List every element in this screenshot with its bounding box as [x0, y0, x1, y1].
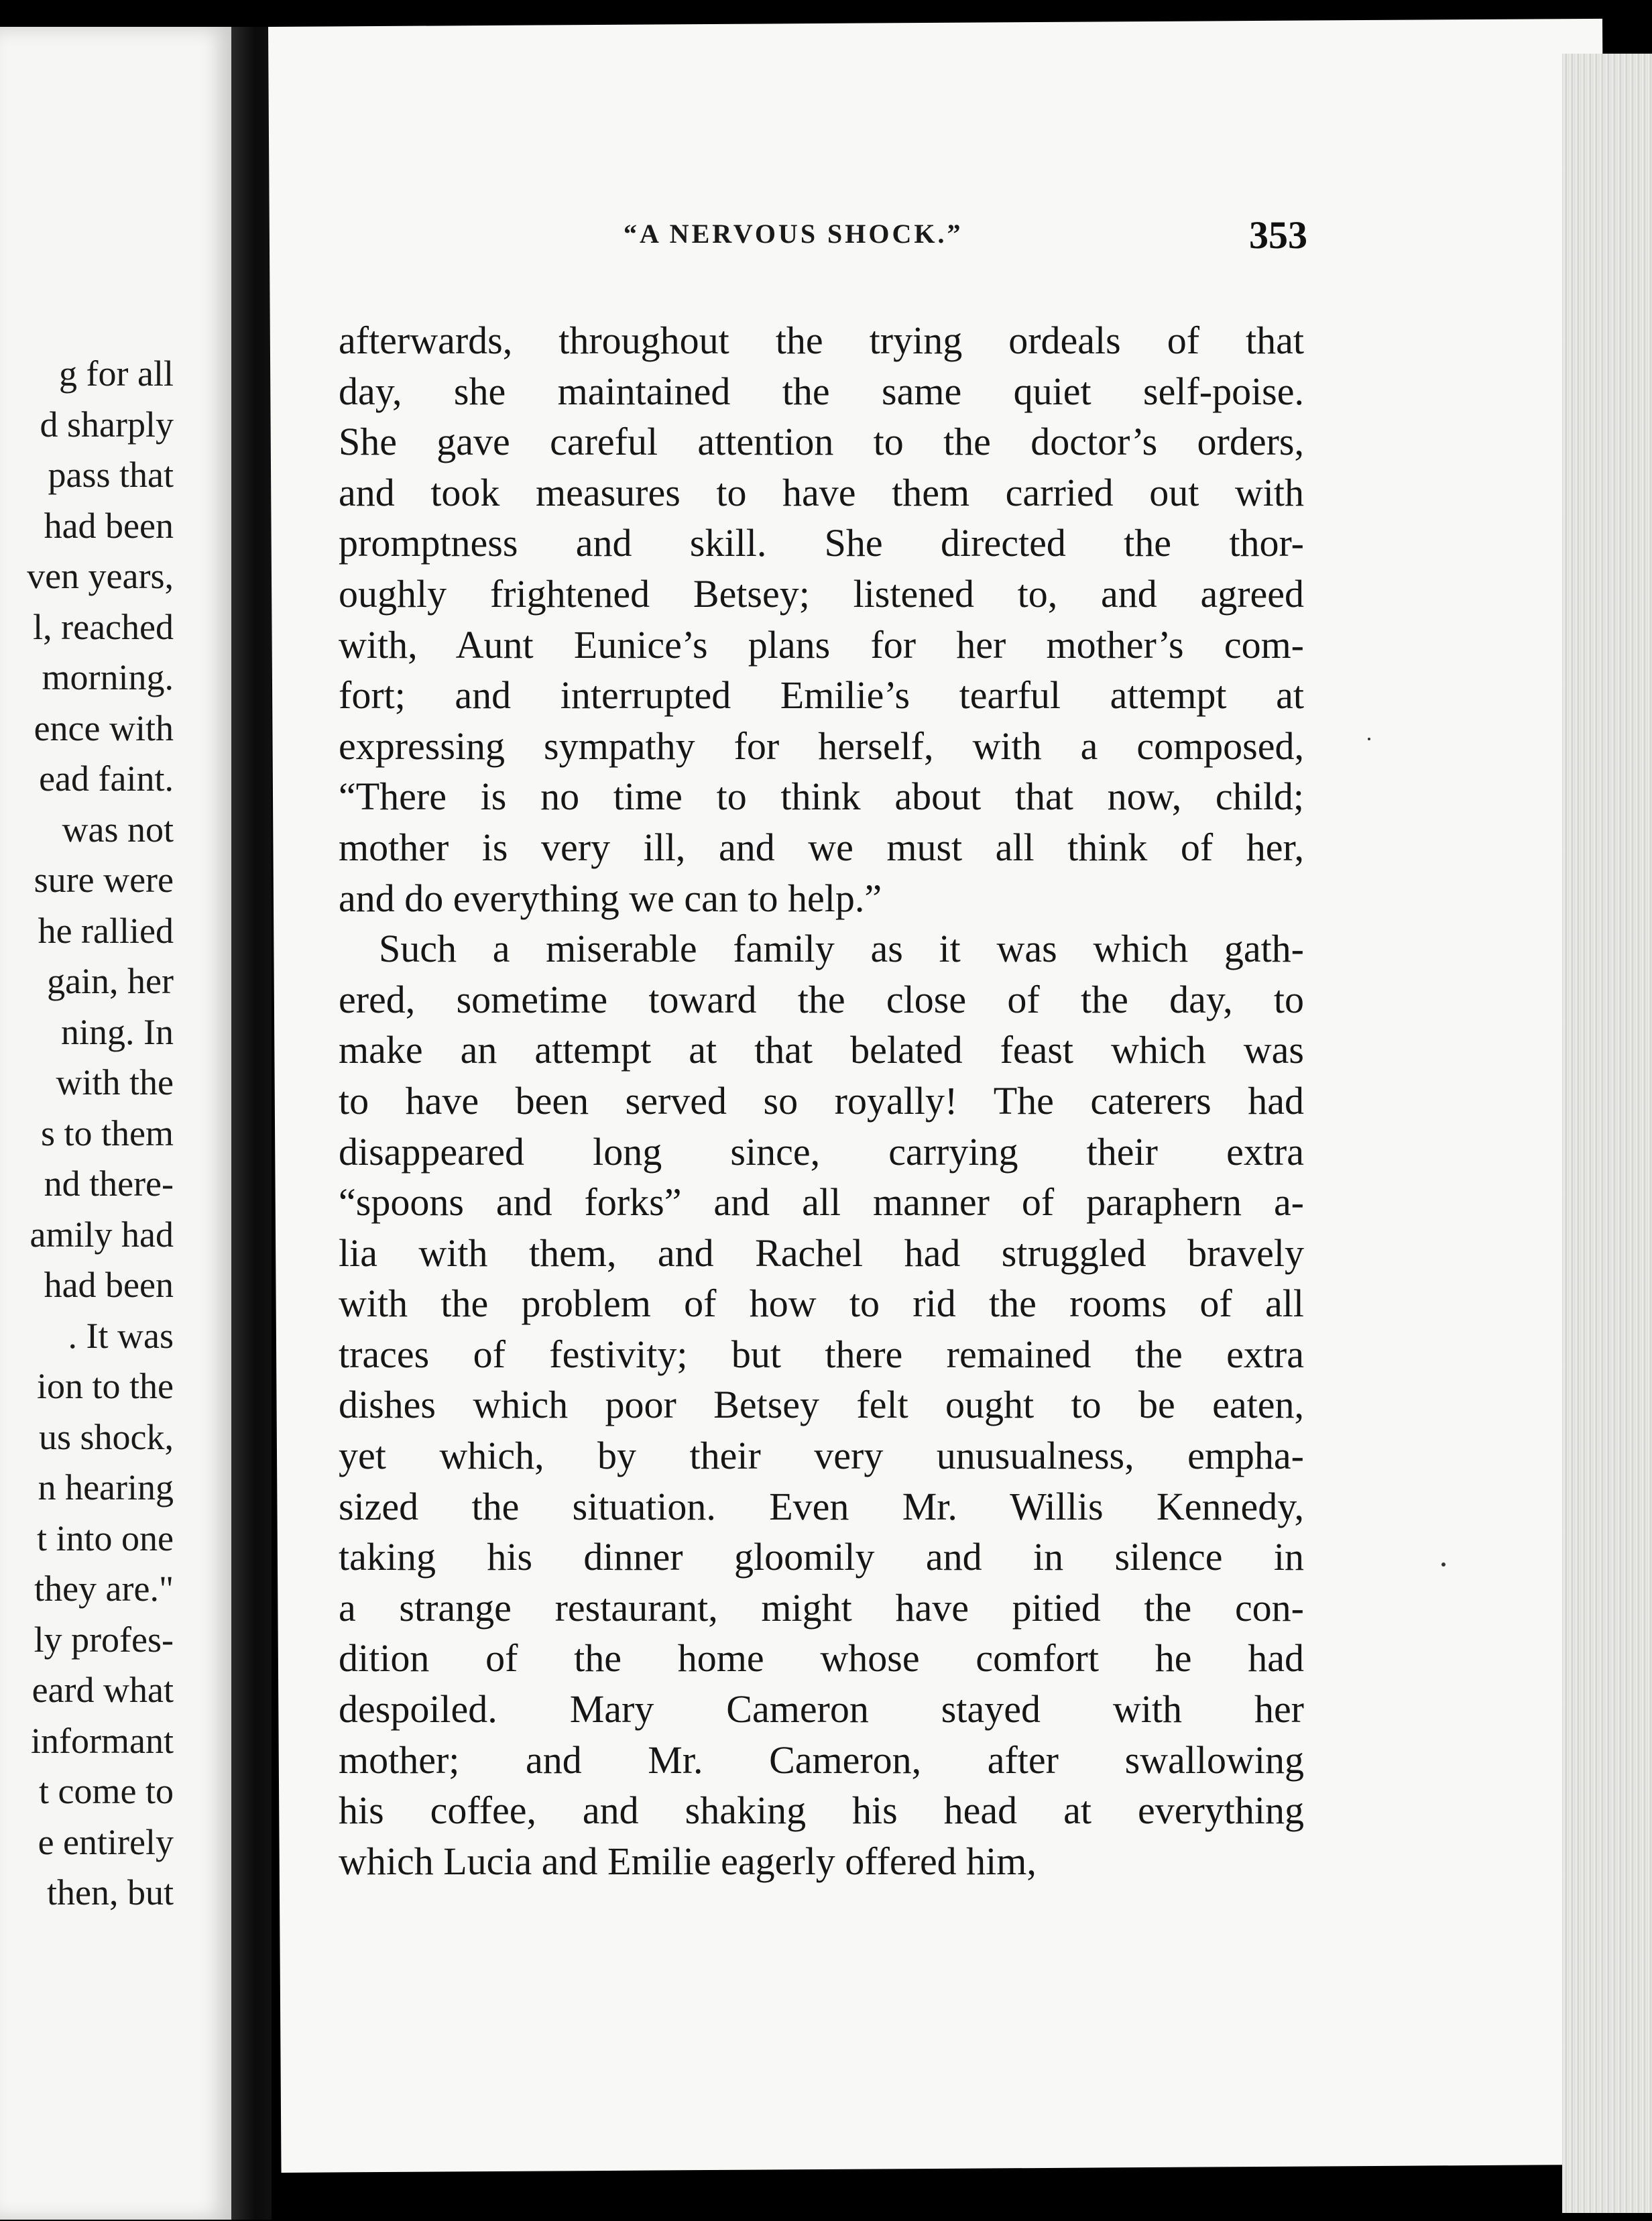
text-line: sized the situation. Even Mr. Willis Kennedy, — [339, 1484, 1304, 1528]
left-page-line: he rallied — [38, 910, 174, 951]
text-line: taking his dinner gloomily and in silence in — [339, 1535, 1304, 1579]
left-page-line: ly profes- — [34, 1619, 174, 1660]
left-page-line: ead faint. — [39, 758, 174, 799]
body-text — [339, 315, 1304, 1886]
text-line: “There is no time to think about that now, child; — [339, 775, 1304, 819]
left-page-line: ning. In — [61, 1011, 174, 1052]
scan-speck — [1441, 1562, 1446, 1567]
left-page-line: morning. — [42, 657, 174, 697]
left-page-line: nd there- — [44, 1163, 174, 1204]
text-line: mother is very ill, and we must all think of her, — [339, 825, 1304, 869]
text-line: dition of the home whose comfort he had — [339, 1636, 1304, 1681]
text-line: expressing sympathy for herself, with a composed, — [339, 724, 1304, 768]
text-line: traces of festivity; but there remained the extra — [339, 1332, 1304, 1376]
left-page-line: . It was — [68, 1315, 174, 1356]
text-line: to have been served so royally! The caterers had — [339, 1078, 1304, 1123]
left-page-line: d sharply — [40, 404, 174, 445]
left-page-line: e entirely — [38, 1821, 174, 1862]
running-head-title: “A NERVOUS SHOCK.” — [624, 219, 963, 249]
book-gutter — [231, 27, 272, 2220]
text-line: ered, sometime toward the close of the day, to — [339, 977, 1304, 1021]
text-line: which Lucia and Emilie eagerly offered him, — [339, 1839, 1037, 1883]
scan-speck — [1368, 738, 1370, 740]
left-page-line: with the — [56, 1062, 174, 1102]
left-page-line: n hearing — [38, 1467, 174, 1507]
text-line: dishes which poor Betsey felt ought to be eaten, — [339, 1383, 1304, 1427]
text-line: with, Aunt Eunice’s plans for her mother’s com- — [339, 622, 1304, 667]
page-edges — [1562, 54, 1652, 2213]
left-page-line: g for all — [59, 353, 174, 394]
left-page-line: eard what — [32, 1670, 174, 1710]
left-page-line: ion to the — [37, 1366, 174, 1406]
text-line: promptness and skill. She directed the thor- — [339, 521, 1304, 565]
text-line: make an attempt at that belated feast which was — [339, 1028, 1304, 1072]
left-page-line: pass that — [48, 455, 174, 495]
left-page-line: ence with — [34, 707, 174, 748]
left-page-line: they are." — [34, 1569, 174, 1609]
text-line: day, she maintained the same quiet self-poise. — [339, 369, 1304, 413]
left-page-line: gain, her — [47, 961, 174, 1001]
text-line: yet which, by their very unusualness, empha- — [339, 1434, 1304, 1478]
text-line: mother; and Mr. Cameron, after swallowing — [339, 1738, 1304, 1782]
text-line: Such a miserable family as it was which gath- — [379, 927, 1304, 971]
running-head — [355, 213, 1307, 272]
left-page — [0, 27, 231, 2220]
left-page-line: l, reached — [33, 606, 174, 647]
left-page-line: amily had — [30, 1214, 174, 1255]
text-line: and took measures to have them carried out with — [339, 470, 1304, 514]
text-line: disappeared long since, carrying their extra — [339, 1129, 1304, 1174]
left-page-line: us shock, — [39, 1416, 174, 1457]
left-page-line: s to them — [41, 1113, 174, 1153]
left-page-line: t into one — [37, 1518, 174, 1558]
page-number: 353 — [1249, 213, 1307, 257]
text-line: and do everything we can to help.” — [339, 876, 882, 920]
text-line: afterwards, throughout the trying ordeals of that — [339, 319, 1304, 362]
left-page-line: had been — [44, 1265, 174, 1305]
left-page-line: ven years, — [27, 556, 174, 596]
text-line: She gave careful attention to the doctor’s orders, — [339, 420, 1304, 464]
paragraph-2 — [339, 923, 1304, 1886]
text-line: “spoons and forks” and all manner of paraphern a- — [339, 1180, 1304, 1225]
left-page-line: sure were — [34, 860, 174, 900]
text-line: lia with them, and Rachel had struggled bravely — [339, 1231, 1304, 1275]
text-line: despoiled. Mary Cameron stayed with her — [339, 1687, 1304, 1731]
text-line: fort; and interrupted Emilie’s tearful attempt at — [339, 673, 1304, 718]
left-page-line: t come to — [39, 1771, 174, 1811]
left-page-text — [0, 349, 174, 1919]
text-line: oughly frightened Betsey; listened to, and agreed — [339, 571, 1304, 616]
left-page-line: was not — [62, 809, 174, 850]
paragraph-1 — [339, 315, 1304, 923]
text-line: his coffee, and shaking his head at everything — [339, 1788, 1304, 1833]
text-line: a strange restaurant, might have pitied the con- — [339, 1585, 1304, 1630]
left-page-line: informant — [31, 1720, 174, 1761]
left-page-line: had been — [44, 505, 174, 546]
left-page-line: then, but — [47, 1872, 174, 1913]
text-line: with the problem of how to rid the rooms of all — [339, 1282, 1304, 1326]
